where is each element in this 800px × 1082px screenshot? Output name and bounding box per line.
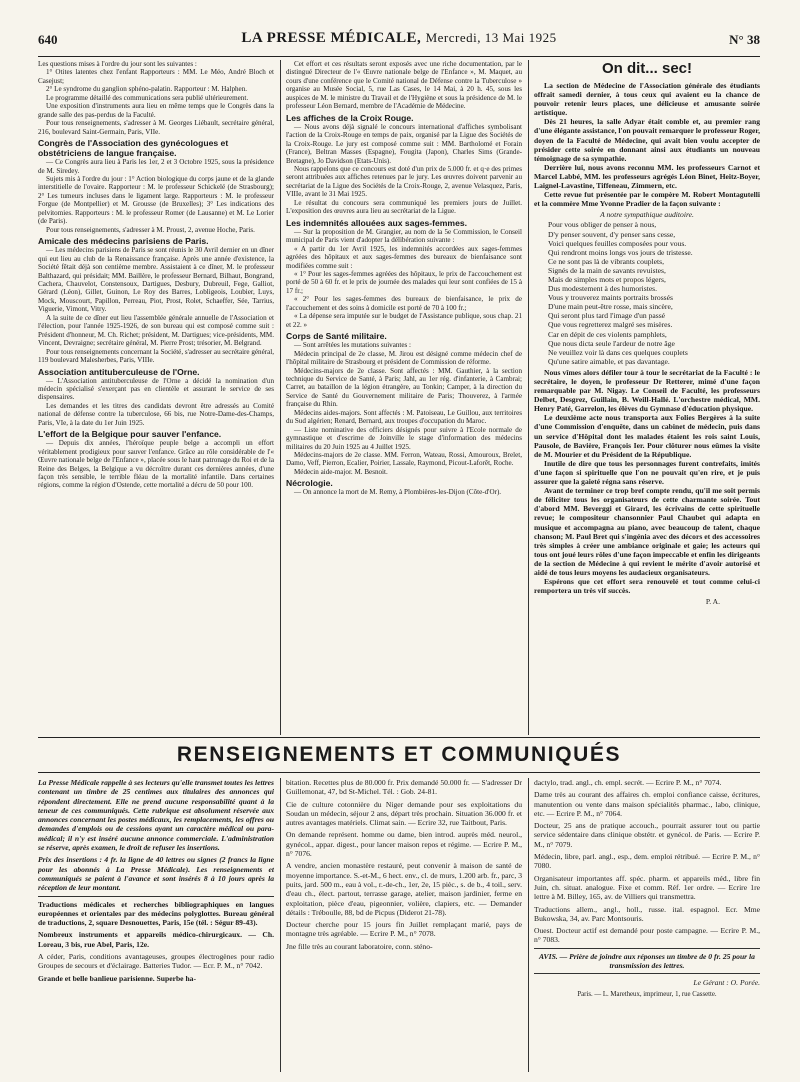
column-rule xyxy=(280,60,281,735)
paragraph: — L'Association antituberculeuse de l'Orne a décidé la nomination d'un médecin spécialisé s'exerçant pas en clientèle et assurant le service de ses dispensaires. xyxy=(38,376,274,402)
poem-line: Vous y trouverez maints portraits brossés xyxy=(548,293,673,303)
paragraph: — Les médecins parisiens de Paris se sont réunis le 30 Avril dernier en un dîner qui eut lieu au club de la Renaissance française. Après une année d'existence, la Société fêtait déjà son centième membre. Assistaient à ce dîner, M. le professeur Balthazard, qui présidait; MM. Baillère, le professeur Bernard, Bilhaut, Bongrand, Cachera, Chauvelot, Constensoux, Dartigues, Desbury, Dubreuil, Fege, Galliot, Gérard (Léon), Gillet, Guinon, Le Roy des Barres, Lobligeois, Loubier, Luys, Mock, Mouscourt, Papillon, Perreau, Piot, Prost, Rolet, Schaeffer, Sée, Tarrius, Viguerie, Vimont, Vitry. xyxy=(38,246,274,314)
paragraph: Pour tous renseignements, s'adresser à M. Proust, 2, avenue Hoche, Paris. xyxy=(46,225,255,234)
paragraph: Nous rappelons que ce concours est doté d'un prix de 5.000 fr. et q·e des primes seront attribuées aux affiches retenues par le jury. Les œuvres doivent parvenir au secrétariat de la Ligue des Sociétés de la Croix-Rouge, 2, avenue Velasquez, Paris, VIIIe, avant le 31 Mai 1925. xyxy=(286,164,522,199)
poem-line: Pour vous obliger de penser à nous, xyxy=(548,220,657,230)
paragraph: Médecins-majors de 2e classe. Sont affectés : MM. Gauthier, à la section technique du Service de Santé, à Paris; Jahl, au 1er rég. d'infanterie, à Cambrai; Carret, au bataillon de la légion étrangère, au Tonkin; Camper, à la direction du Service de Santé du Gouvernement militaire de Paris; Thouverez, à l'armée française du Rhin. xyxy=(286,366,522,409)
poem-line: Voici quelques feuilles composées pour vous. xyxy=(548,238,687,248)
column-rule xyxy=(528,60,529,735)
page-header xyxy=(38,30,760,52)
poem xyxy=(548,210,760,366)
issue-date: Mercredi, 13 Mai 1925 xyxy=(425,30,557,45)
printer-line: Paris. — L. Maretheux, imprimeur, 1, rue Cassette. xyxy=(577,990,717,998)
section-rule xyxy=(38,737,760,738)
paragraph: — Sur la proposition de M. Grangier, au nom de la 5e Commission, le Conseil municipal de Paris vient d'adopter la délibération suivante : xyxy=(286,227,522,245)
poem-line: Qui rendront moins longs vos jours de tristesse. xyxy=(548,247,693,257)
classified-ad: Traductions médicales et recherches bibliographiques en langues européennes et orientales par des médecins polyglottes. Bureau général de traductions, 2, square Desnouettes, Paris, 15e (tél. : Ségur 89-43). xyxy=(38,899,274,928)
classified-ad: A vendre, ancien monastère restauré, peut convenir à maison de santé de moyenne importance. S.-et-M., 6 hect. env., cl. de murs, 1.200 arb. fr., parc, 3 puits, jard. 500 m., eau à vol., r.-de-ch., 1er, 2e, 15 pièc., s. de b., 4 toil., serv. d'eau ch., élect. partout, terrasse garage, atelier, maison jardinier, ferme en exploitation, pièce d'eau, pigeonnier, volière, clapiers, etc. — Demander détails : Tréboulle, 88, bd de Picpus (Diderot 21-78). xyxy=(286,861,522,917)
paragraph: — On annonce la mort de M. Remy, à Plombières-les-Dijon (Côte-d'Or). xyxy=(294,488,502,497)
paragraph: Le programme détaillé des communications sera publié ultérieurement. xyxy=(46,93,249,102)
poem-line: Ce ne sont pas là de vibrants couplets, xyxy=(548,256,664,266)
paragraph: Pour tous renseignements, s'adresser à M. Georges Liébault, secrétaire général, 216, boulevard Saint-Germain, Paris, VIIe. xyxy=(38,119,274,136)
paragraph: Le deuxième acte nous transporta aux Folies Bergères à la suite d'une Commission d'enquête, dans un cabinet de médecin, puis dans un service d'Hôpital dont les malades étaient les rois saint Louis, Pausole, de Bavière, François Ier. Pour clôturer nous eûmes la visite de M. Mourier et du Président de la République. xyxy=(534,413,760,459)
article-heading: Les indemnités allouées aux sages-femmes. xyxy=(286,217,468,228)
classified-ad: Dame très au courant des affaires ch. emploi confiance caisse, écritures, manutention ou vente dans maison spécialités pharmac., labo, clinique, etc. — Ecrire P. M., n° 7064. xyxy=(534,790,760,818)
poem-line: D'y penser souvent, d'y penser sans cesse, xyxy=(548,229,676,239)
paragraph: « A partir du 1er Avril 1925, les indemnités accordées aux sages-femmes agréées des hôpitaux et aux sages-femmes des bureaux de bienfaisance sont modifiées comme suit : xyxy=(286,244,522,270)
poem-line: Que nous dicta seule l'ardeur de notre âge xyxy=(548,338,675,348)
classified-ad: On demande représent. homme ou dame, bien introd. auprès méd. neurol., gynécol., appar. digest., pour lancer maison repos et régime. — Ecrire P. M., n° 7076. xyxy=(286,830,522,859)
divider xyxy=(38,896,274,897)
poem-line: Car en dépit de ces violents pamphlets, xyxy=(548,329,667,339)
poem-line: Que vous regretterez malgré ses misères. xyxy=(548,320,673,330)
manager-line: Le Gérant : O. Porée. xyxy=(693,978,760,988)
classified-ad: dactylo, trad. angl., ch. empl. secrét. — Ecrire P. M., n° 7074. xyxy=(534,778,722,787)
paragraph: Cet effort et ces résultats seront exposés avec une riche documentation, par le distingué Directeur de l'« Œuvre nationale belge de l'Enfance », M. Maquet, au cours d'une conférence que le Comité national de Défense contre la Tuberculose » organise au Musée Social, 5, rue Las Cases, le 14 Mai, à 20 h. 45, sous les auspices de M. le ministre du Travail et de l'Hygiène et sous la présidence de M. le professeur Léon Bernard, membre de l'Académie de Médecine. xyxy=(286,60,522,111)
journal-name: LA PRESSE MÉDICALE, xyxy=(241,30,422,46)
classifieds-column-1 xyxy=(38,778,274,1074)
classified-ad: Médecin, libre, parl. angl., esp., dem. emploi rétribué. — Ecrire P. M., n° 7080. xyxy=(534,852,760,871)
classified-ad: Docteur cherche pour 15 jours fin Juillet remplaçant marié, pays de montagne très agréable. — Ecrire P. M., n° 7078. xyxy=(286,920,522,939)
paragraph: Dès 21 heures, la salle Adyar était comble et, au premier rang d'une élégante assistance, l'on pouvait remarquer le professeur Roger, doyen de la Faculté de Médecine, qui avait bien voulu accepter de présider cette soirée en donnant ainsi aux étudiants un nouveau témoignage de sa sympathie. xyxy=(534,117,760,163)
paragraph: Avant de terminer ce trop bref compte rendu, qu'il me soit permis de féliciter tous les organisateurs de cette charmante soirée. Tout d'abord MM. Beverggi et Girard, les écrivains de cette spirituelle revue; le compositeur chansonnier Paul Chaubet qui adapta en musique et accompagna au piano, avec beaucoup de talent, chaque chanson; M. Paul Bret qui s'ingénia avec des décors et des accessoires très simples à créer une ambiance originale et gaie; les acteurs qui tous ont joué leurs rôles d'une façon impeccable et enfin les dirigeants de la section de Médecine à qui revient le mérite d'avoir autorisé et aidé de tous leurs moyens les audacieux organisateurs. xyxy=(534,486,760,577)
article-heading: Congrès de l'Association des gynécologues et obstétriciens de langue française. xyxy=(38,138,229,159)
classified-ad: Jne fille très au courant laboratoire, conn. sténo- xyxy=(286,941,433,951)
header-rule xyxy=(38,56,760,57)
poem-line: Signés de la main de savants revuistes, xyxy=(548,265,666,275)
column-1 xyxy=(38,60,274,735)
paragraph: Le résultat du concours sera communiqué les premiers jours de Juillet. L'exposition des œuvres aura lieu au secrétariat de la Ligue. xyxy=(286,198,522,216)
article-heading: Corps de Santé militaire. xyxy=(286,331,387,342)
avis-notice: AVIS. — Prière de joindre aux réponses un timbre de 0 fr. 25 pour la transmission des lettres. xyxy=(539,951,755,971)
divider xyxy=(534,973,760,974)
paragraph: 1° Otites latentes chez l'enfant Rapporteurs : MM. Le Méo, André Bloch et Casejust; xyxy=(38,68,274,85)
paragraph: Médecins aides-majors. Sont affectés : M. Patoiseau, Le Guillou, aux territoires du Sud algérien; Renard, Bernard, aux troupes d'occupation du Maroc. xyxy=(286,408,522,426)
paragraph: — Nous avons déjà signalé le concours international d'affiches symbolisant l'action de la Croix-Rouge en temps de paix, organisé par la Ligue des Sociétés de la Croix-Rouge. Le jury est composé comme suit : MM. Bartholomé et Forain (France), Beltran Masses (Espagne), Fougita (Japon), Charles Sims (Grande-Bretagne), Jo Davidson (Etats-Unis). xyxy=(286,122,522,165)
paragraph: Les questions mises à l'ordre du jour sont les suivantes : xyxy=(38,60,197,68)
paragraph: 2° Le syndrome du ganglion sphéno-palatin. Rapporteur : M. Halphen. xyxy=(46,85,248,94)
poem-line: Qui seront plus tard l'image d'un passé xyxy=(548,311,666,321)
paragraph: « 2° Pour les sages-femmes des bureaux de bienfaisance, le prix de l'accouchement et des soins à domicile est porté de 70 à 100 fr.; xyxy=(286,295,522,312)
poem-line: Ne veuillez voir là dans ces quelques couplets xyxy=(548,347,688,357)
article-heading: Les affiches de la Croix Rouge. xyxy=(286,112,414,123)
column-3 xyxy=(534,60,760,735)
classified-ad: Docteur, 25 ans de pratique accouch., pourrait assurer tout ou partie service sédentaire dans clinique obstétr. et gynécol. de Paris. — Ecrire P. M., n° 7079. xyxy=(534,821,760,849)
poem-line: D'une main peut-être rosse, mais sincère, xyxy=(548,302,673,312)
paragraph: « La dépense sera imputée sur le budget de l'Assistance publique, sous chap. 21 et 22. » xyxy=(286,312,522,329)
article-heading: Association antituberculeuse de l'Orne. xyxy=(38,366,200,377)
article-heading: L'effort de la Belgique pour sauver l'enfance. xyxy=(38,429,222,440)
paragraph: Inutile de dire que tous les personnages furent contrefaits, imités d'une façon si spirituelle que l'on ne pouvait qu'en rire, et je puis assurer que la gaieté régna sans réserve. xyxy=(534,458,760,487)
classifieds-column-2 xyxy=(286,778,522,1074)
paragraph: Médecin principal de 2e classe, M. Jirou est désigné comme médecin chef de l'hôpital militaire de Strasbourg et président de Commission de réforme. xyxy=(286,349,522,367)
classified-ad: A céder, Paris, conditions avantageuses, groupes électrogènes pour radio Groupes de secours et d'éclairage. Batteries Tudor. — Ecr. P. M., n° 7042. xyxy=(38,952,274,971)
paragraph: Médecins-majors de 2e classe. MM. Ferron, Wateau, Rossi, Amouroux, Brelet, Damo, Veff, Pierron, Ecalier, Poirier, Lassale, Raymond, Picout-Laforêt, Roche. xyxy=(286,451,522,468)
article-title: On dit... sec! xyxy=(601,60,692,77)
poem-heading: A notre sympathique auditoire. xyxy=(600,210,694,220)
signature: P. A. xyxy=(705,597,720,607)
paragraph: Espérons que cet effort sera renouvelé et tout comme celui-ci remportera un très vif succès. xyxy=(534,577,760,596)
column-2 xyxy=(286,60,522,735)
classified-ad: Nombreux instruments et appareils médico-chirurgicaux. — Ch. Loreau, 3 bis, rue Abel, Paris, 12e. xyxy=(38,930,274,949)
paragraph: Cette revue fut présentée par le compère M. Robert Montagutelli et la commère Mme Yvonne Pradier de la façon suivante : xyxy=(534,190,760,209)
paragraph: Pour tous renseignements concernant la Société, s'adresser au secrétaire général, 119 boulevard Malesherbes, Paris, VIIIe. xyxy=(38,347,274,365)
paragraph: — Depuis dix années, l'héroïque peuple belge a accompli un effort véritablement prodigieux pour sauver l'enfance. Grâce au rôle considérable de l'« Œuvre nationale belge de l'Enfance », placée sous le haut patronage du Roi et de la Reine des Belges, la Belgique a vu décroître durant ces dernières années, d'une façon très sensible, le terrible fléau de la mortalité infantile. Dans certaines régions, comme la région d'Ostende, cette mortalité a décru de 50 pour 100. xyxy=(38,439,274,490)
column-rule xyxy=(528,778,529,1072)
paragraph: — Ce Congrès aura lieu à Paris les 1er, 2 et 3 Octobre 1925, sous la présidence de M. Siredey. xyxy=(38,158,274,175)
prices-paragraph: Prix des insertions : 4 fr. la ligne de 40 lettres ou signes (2 francs la ligne pour les abonnés à La Presse Médicale). Les renseignements et communiqués se paient à l'avance et sont insérés 8 à 10 jours après la réception de leur montant. xyxy=(38,855,274,893)
paragraph: — Liste nominative des officiers désignés pour suivre à l'Ecole normale de gymnastique et d'escrime de Joinville le stage d'information des médecins militaires du 20 Juin 1925 au 4 Juillet 1925. xyxy=(286,425,522,451)
section-title: RENSEIGNEMENTS ET COMMUNIQUÉS xyxy=(176,743,622,766)
column-rule xyxy=(280,778,281,1072)
paragraph: La section de Médecine de l'Association générale des étudiants offrait samedi dernier, à tous ceux qui avaient eu la chance de pouvoir retenir leurs places, une délicieuse et amusante soirée artistique. xyxy=(534,81,760,118)
paragraph: Médecin aide-major. M. Besnoit. xyxy=(294,467,388,476)
classified-ad: Grande et belle banlieue parisienne. Superbe ha- xyxy=(38,973,196,983)
article-heading: Amicale des médecins parisiens de Paris. xyxy=(38,236,209,247)
classified-ad: Cie de culture cotonnière du Niger demande pour ses exploitations du Soudan un médecin, séjour 2 ans, départ très prochain. Situation 36.000 fr. et autres avantages matériels. Climat sain. — Ecrire 32, rue Taitbout, Paris. xyxy=(286,799,522,828)
poem-line: Dus modestement à des humoristes. xyxy=(548,284,658,294)
paragraph: Une exposition d'instruments aura lieu en même temps que le Congrès dans la grande salle des pas-perdus de la Faculté. xyxy=(38,102,274,119)
divider xyxy=(534,948,760,949)
issue-number: N° 38 xyxy=(729,32,760,47)
poem-line: Qu'une satire aimable, et pas davantage. xyxy=(548,356,670,366)
journal-masthead xyxy=(38,30,760,47)
paragraph: Nous vîmes alors défiler tour à tour le secrétariat de la Faculté : le secrétaire, le doyen, le professeur Dr Retterer, mimé d'une façon remarquable par M. Nigay. Le Conseil de Faculté, les professeurs Delbet, Desgrez, Guillain, B. Weill-Hallé. L'orchestre médical, MM. Henry Paté, Garrelon, les élèves du Gymnase d'éducation physique. xyxy=(534,367,760,414)
classified-ad: Ouest. Docteur actif est demandé pour poste campagne. — Ecrire P. M., n° 7083. xyxy=(534,926,760,945)
section-rule xyxy=(38,772,760,773)
page-number: 640 xyxy=(38,32,58,47)
classified-ad: Organisateur importantes aff. spéc. pharm. et appareils méd., libre fin Juin, ch. situat. analogue. Fixe et comm. Réf. 1er ordre. — Ecrire 1re lettre à M. Billey, 165, av. de Villiers qui transmettra. xyxy=(534,873,760,902)
paragraph: — Sont arrêtées les mutations suivantes : xyxy=(294,341,412,350)
notice-paragraph: La Presse Médicale rappelle à ses lecteurs qu'elle transmet toutes les lettres contenant un timbre de 25 centimes aux titulaires des annonces qui répondent directement. Elle ne prend aucune responsabilité quant à la teneur de ces communiqués. Cette rubrique est absolument réservée aux annonces concernant les postes médicaux, les remplacements, les offres ou demandes d'emplois ou de cessions ayant un caractère médical ou para-médical; il n'y est inséré aucune annonce commerciale. L'administration se réserve, après examen, le droit de refuser les insertions. xyxy=(38,778,274,853)
classified-ad: Traductions allem., angl., holl., russe. ital. espagnol. Ecr. Mme Bukowska, 34, av. Parc Montsouris. xyxy=(534,904,760,923)
article-heading: Nécrologie. xyxy=(286,478,333,489)
paragraph: A la suite de ce dîner eut lieu l'assemblée générale annuelle de l'Association et l'élection, pour l'année 1925-1926, de son bureau qui est composé comme suit : Président d'honneur, M. Ch. Richet; président, M. Dartigues; vice-présidents, MM. Vincent, Devraigne; secrétaire général, M. Pierre Prost; trésorier, M. Belgrand. xyxy=(38,313,274,348)
paragraph: Sujets mis à l'ordre du jour : 1° Action biologique du corps jaune et de la glande interstitielle de l'ovaire. Rapporteur : M. le professeur Schickelé (de Strasbourg); 2° Les tumeurs incluses dans le ligament large. Rapporteurs : M. le professeur Forgue (de Montpellier) et M. Grousse (de Bruxelles); 3° Les indications des pelvitomies. Rapporteurs : M. le professeur Romer (de Lausanne) et M. Le Lorier (de Paris). xyxy=(38,174,274,226)
poem-line: Mais de simples mots et propos légers, xyxy=(548,274,666,284)
classified-ad: bitation. Recettes plus de 80.000 fr. Prix demandé 50.000 fr. — S'adresser Dr Guillemonat, 47, bd St-Michel. Tél. : Gob. 24-81. xyxy=(286,778,522,797)
paragraph: Les demandes et les titres des candidats devront être adressés au Comité national de défense contre la tuberculose, 66 bis, rue Notre-Dame-des-Champs, Paris, VIe, à la date du 1er Juin 1925. xyxy=(38,401,274,427)
paragraph: « 1° Pour les sages-femmes agréées des hôpitaux, le prix de l'accouchement est porté de 50 à 60 fr. et le prix de journée des malades qui leur sont confiées de 15 à 17 fr.; xyxy=(286,269,522,295)
classifieds-column-3 xyxy=(534,778,760,1074)
paragraph: Derrière lui, nous avons reconnu MM. les professeurs Carnot et Marcel Labbé, MM. les professeurs agrégés Léon Binet, Heitz-Boyer, Laignel-Lavastine, Tiffeneau, Zimmern, etc. xyxy=(534,162,760,191)
